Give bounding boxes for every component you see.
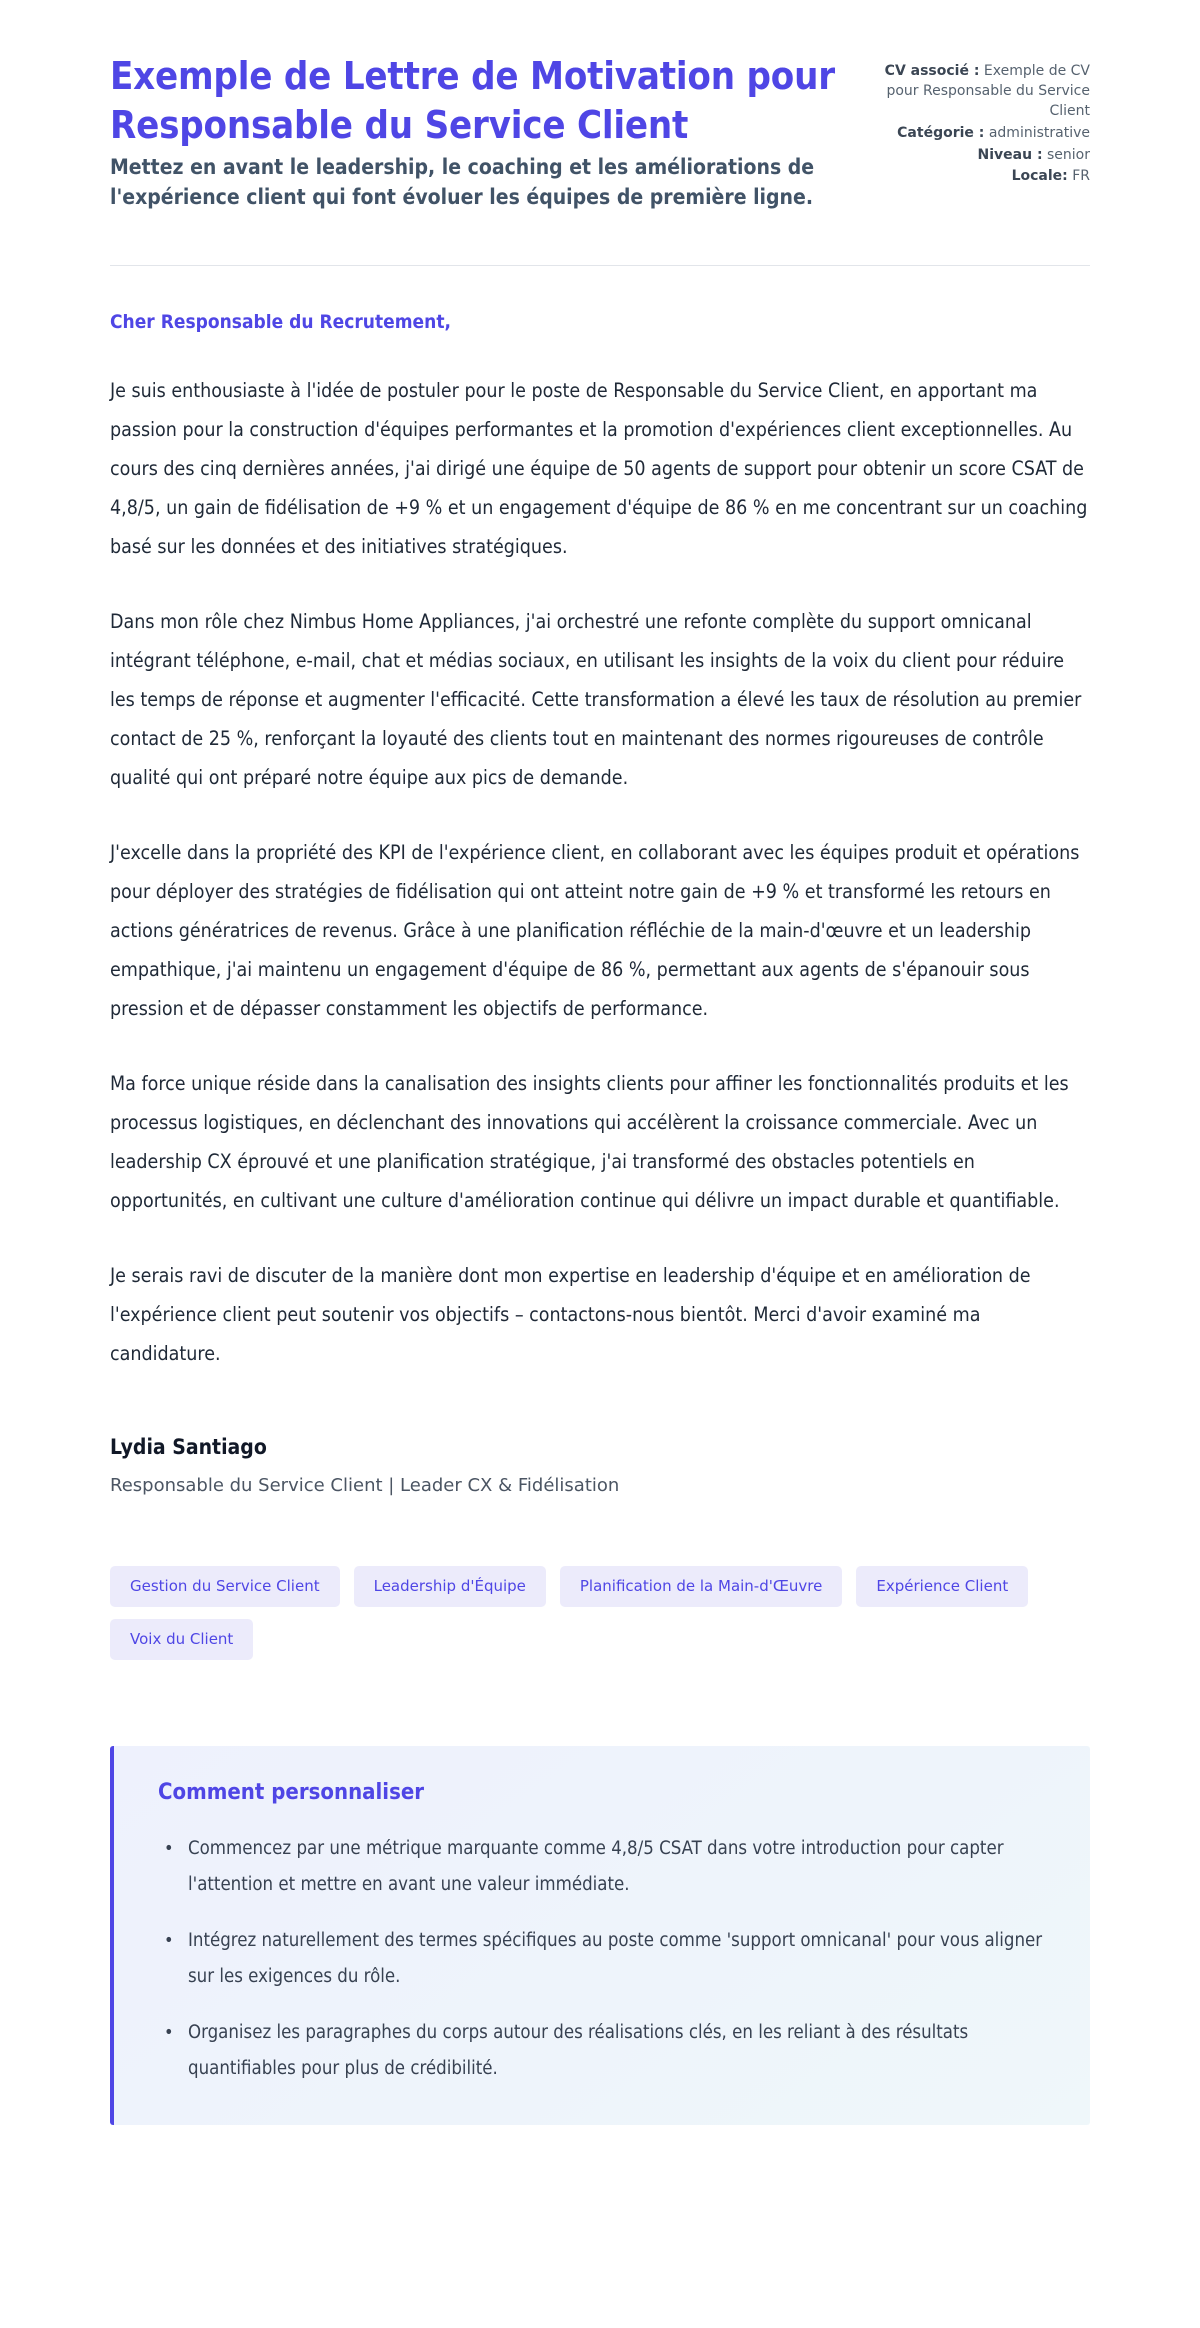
callout-list — [158, 1831, 1046, 2087]
callout-title: Comment personnaliser — [158, 1779, 425, 1805]
skill-tag[interactable]: Leadership d'Équipe — [354, 1566, 546, 1607]
metadata-label: CV associé : — [884, 63, 980, 79]
callout-item-text: Intégrez naturellement des termes spécifiques au poste comme 'support omnicanal' pour vous aligner sur les exigences du rôle. — [188, 1930, 1043, 1988]
skill-tag[interactable]: Voix du Client — [110, 1619, 253, 1660]
skill-tag[interactable]: Planification de la Main-d'Œuvre — [560, 1566, 842, 1607]
callout-item-text: Organisez les paragraphes du corps autour des réalisations clés, en les reliant à des résultats quantifiables pour plus de crédibilité. — [188, 2022, 969, 2080]
customization-callout — [110, 1746, 1090, 2125]
letter-salutation: Cher Responsable du Recrutement, — [110, 310, 451, 333]
callout-list-item — [158, 2015, 1046, 2087]
skill-tag[interactable]: Expérience Client — [856, 1566, 1028, 1607]
header-text-block — [110, 52, 835, 213]
letter-paragraph: J'excelle dans la propriété des KPI de l'expérience client, en collaborant avec les équipes produit et opérations pour déployer des stratégies de fidélisation qui ont atteint notre gain de +9 % et transformé les retours en actions génératrices de revenus. Grâce à une planification réfléchie de la main-d'œuvre et un leadership empathique, j'ai maintenu un engagement d'équipe de 86 %, permettant aux agents de s'épanouir sous pression et de dépasser constamment les objectifs de performance. — [110, 840, 1080, 1020]
metadata-row-cv-associe — [875, 62, 1090, 122]
metadata-value: FR — [1072, 168, 1090, 185]
bullet-icon: • — [164, 1930, 174, 1951]
metadata-row-niveau — [875, 146, 1090, 166]
page-header — [110, 52, 1090, 213]
callout-list-item — [158, 1831, 1046, 1903]
letter-paragraph: Je suis enthousiaste à l'idée de postuler pour le poste de Responsable du Service Client, en apportant ma passion pour la construction d'équipes performantes et la promotion d'expériences client exceptionnelles. Au cours des cinq dernières années, j'ai dirigé une équipe de 50 agents de support pour obtenir un score CSAT de 4,8/5, un gain de fidélisation de +9 % et un engagement d'équipe de 86 % en me concentrant sur un coaching basé sur les données et des initiatives stratégiques. — [110, 378, 1088, 558]
bullet-icon: • — [164, 1837, 174, 1859]
letter-paragraph: Ma force unique réside dans la canalisation des insights clients pour affiner les fonctionnalités produits et les processus logistiques, en déclenchant des innovations qui accélèrent la croissance commerciale. Avec un leadership CX éprouvé et une planification stratégique, j'ai transformé des obstacles potentiels en opportunités, en cultivant une culture d'amélioration continue qui délivre un impact durable et quantifiable. — [110, 1071, 1069, 1212]
document-metadata — [875, 52, 1090, 189]
metadata-row-locale — [875, 167, 1090, 187]
bullet-icon: • — [164, 2022, 174, 2044]
signature-name: Lydia Santiago — [110, 1434, 267, 1459]
signature-block — [110, 1435, 1090, 1496]
callout-item-text: Commencez par une métrique marquante comme 4,8/5 CSAT dans votre introduction pour capter l'attention et mettre en avant une valeur immédiate. — [188, 1837, 1004, 1895]
metadata-value: administrative — [988, 124, 1090, 141]
letter-paragraph: Je serais ravi de discuter de la manière dont mon expertise en leadership d'équipe et en amélioration de l'expérience client peut soutenir vos objectifs – contactons-nous bientôt. Merci d'avoir examiné ma candidature. — [110, 1263, 1031, 1365]
metadata-label: Catégorie : — [897, 124, 985, 141]
letter-paragraph: Dans mon rôle chez Nimbus Home Appliances, j'ai orchestré une refonte complète du support omnicanal intégrant téléphone, e-mail, chat et médias sociaux, en utilisant les insights de la voix du client pour réduire les temps de réponse et augmenter l'efficacité. Cette transformation a élevé les taux de résolution au premier contact de 25 %, renforçant la loyauté des clients tout en maintenant des normes rigoureuses de contrôle qualité qui ont préparé notre équipe aux pics de demande. — [110, 609, 1082, 789]
metadata-value: Exemple de CV pour Responsable du Service Client — [886, 63, 1090, 119]
metadata-label: Locale: — [1011, 168, 1068, 185]
skill-tag[interactable]: Gestion du Service Client — [110, 1566, 340, 1607]
metadata-value: senior — [1047, 146, 1090, 163]
skill-tag-list — [110, 1566, 1090, 1660]
callout-list-item — [158, 1923, 1046, 1995]
letter-body — [110, 266, 1090, 1373]
metadata-label: Niveau : — [977, 146, 1043, 163]
signature-role: Responsable du Service Client | Leader CX & Fidélisation — [110, 1474, 620, 1496]
page-subtitle: Mettez en avant le leadership, le coaching et les améliorations de l'expérience client qui font évoluer les équipes de première ligne. — [110, 155, 815, 210]
page-title: Exemple de Lettre de Motivation pour Responsable du Service Client — [110, 54, 835, 147]
metadata-row-categorie — [875, 124, 1090, 144]
